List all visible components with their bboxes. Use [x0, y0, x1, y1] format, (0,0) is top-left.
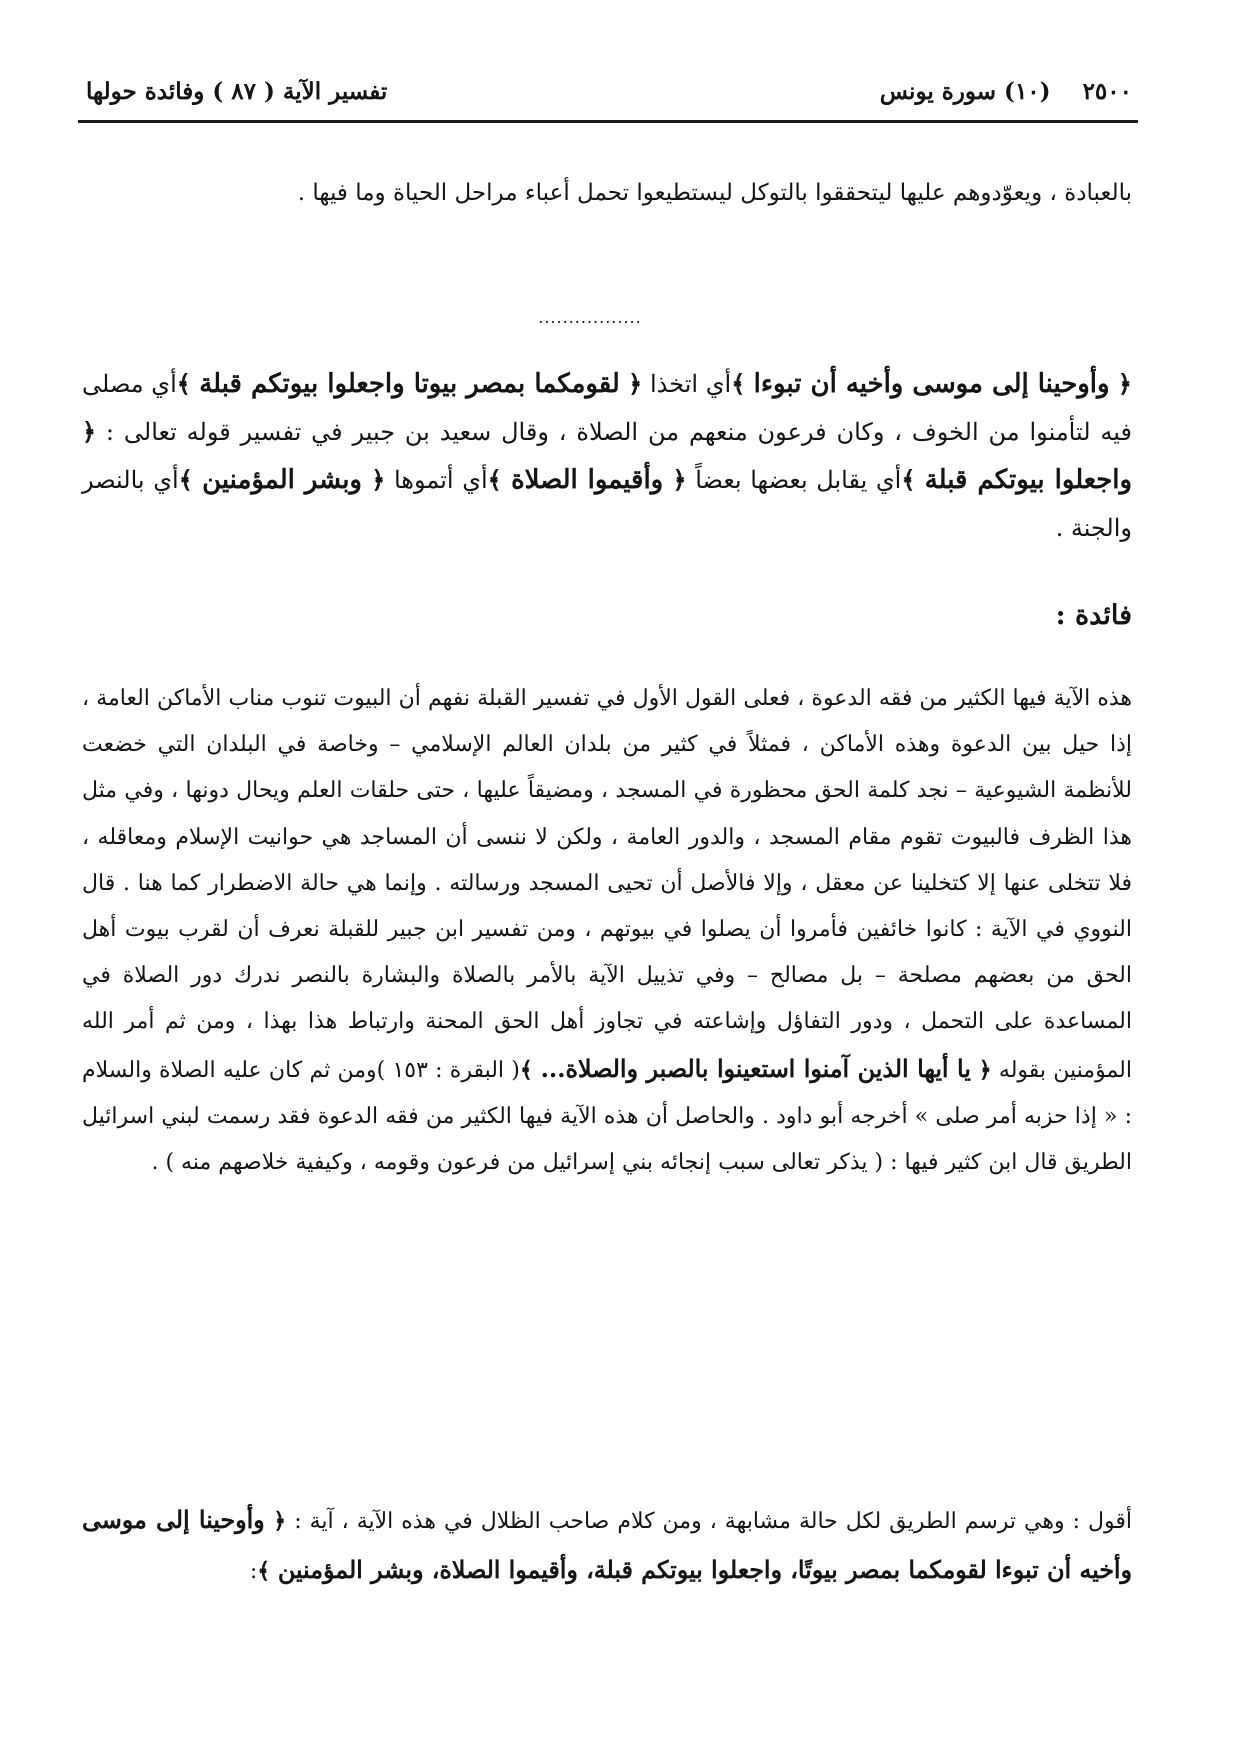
text-run: هذه الآية فيها الكثير من فقه الدعوة ، فعلى القول الأول في تفسير القبلة نفهم أن البيوت تنوب مناب الأماكن العامة ، إذا حيل بين الدعوة وهذه الأماكن ، فمثلاً في كثير من بلدان العالم الإسلامي – وخاصة في البلدان التي خضعت للأنظمة الشيوعية – نجد كلمة الحق محظورة في المسجد ، ومضيقاً عليها ، حتى حلقات العلم ويحال دونها ، وفي مثل هذا الظرف فالبيوت تقوم مقام المسجد ، والدور العامة ، ولكن لا ننسى أن المساجد هي حوانيت الإسلام ومعاقله ، فلا تتخلى عنها إلا كتخلينا عن معقل ، وإلا فالأصل أن تحيى المسجد ورسالته . وإنما هي حالة الاضطرار كما هنا . قال النووي في الآية : كانوا خائفين فأمروا أن يصلوا في بيوتهم ، ومن تفسير ابن جبير للقبلة نعرف أن لقرب بيوت أهل الحق من بعضهم مصلحة – بل مصالح – وفي تذييل الآية بالأمر بالصلاة والبشارة بالنصر ندرك دور الصلاة في المساعدة على التحمل ، ودور التفاؤل وإشاعته في تجاوز أهل الحق المحنة وارتباط هذا بهذا ، ومن ثم أمر الله المؤمنين بقوله	[82, 686, 1132, 1083]
quote-bracket: ﴿	[1109, 369, 1132, 398]
quran-quote: لقومكما بمصر بيوتا واجعلوا بيوتكم قبلة	[199, 369, 620, 399]
benefit-heading: فائدة :	[1055, 600, 1132, 631]
header-rule	[78, 120, 1138, 123]
quote-bracket: ﴿	[663, 465, 687, 494]
header-title: تفسير الآية ( ٨٧ ) وفائدة حولها	[86, 77, 388, 105]
header-left-group	[880, 78, 1132, 105]
quran-quote: واجعلوا بيوتكم قبلة	[924, 465, 1133, 495]
text-run: أي يقابل بعضها بعضاً	[686, 466, 902, 494]
quote-bracket: ﴿	[970, 1056, 992, 1083]
quote-bracket: ﴿	[264, 1508, 287, 1534]
text-run: أي اتخذا	[642, 370, 732, 398]
quote-bracket: ﴾	[176, 369, 200, 398]
tafsir-paragraph	[82, 360, 1132, 552]
quote-bracket: ﴾	[519, 1056, 541, 1083]
quote-bracket: ﴿	[82, 417, 97, 446]
running-header	[86, 70, 1132, 112]
text-run: :	[249, 1559, 258, 1584]
text-run: أي أتموها	[385, 466, 488, 494]
page-number: ٢٥٠٠	[1082, 77, 1132, 105]
quote-bracket: ﴾	[731, 369, 754, 398]
quote-bracket: ﴿	[361, 465, 386, 494]
quran-quote: وأوحينا إلى موسى وأخيه أن تبوءا لقومكما بمصر بيوتًا، واجعلوا بيوتكم قبلة، وأقيموا الصلاة، وبشر المؤمنين	[82, 1506, 1132, 1584]
quote-bracket: ﴾	[901, 465, 925, 494]
surah-label: (١٠) سورة يونس	[879, 77, 1051, 105]
quran-quote: وبشر المؤمنين	[202, 465, 362, 495]
benefit-paragraph	[82, 676, 1132, 1186]
quran-quote: وأقيموا الصلاة	[511, 465, 664, 495]
quote-bracket: ﴾	[487, 465, 512, 494]
closing-paragraph	[82, 1496, 1132, 1596]
quran-quote: يا أيها الذين آمنوا استعينوا بالصبر والصلاة...	[540, 1054, 971, 1083]
text-run: أي بالنصر والجنة .	[82, 466, 1132, 542]
quote-bracket: ﴾	[178, 465, 203, 494]
intro-paragraph: بالعبادة ، ويعوّدوهم عليها ليتحققوا بالتوكل ليستطيعوا تحمل أعباء مراحل الحياة وما فيها .	[297, 180, 1132, 206]
quote-bracket: ﴾	[257, 1558, 278, 1584]
text-run: أي مصلى فيه لتأمنوا من الخوف ، وكان فرعون منعهم من الصلاة ، وقال سعيد بن جبير في تفسير قوله تعالى :	[82, 370, 1132, 446]
section-separator: .................	[538, 308, 642, 327]
text-run: أقول : وهي ترسم الطريق لكل حالة مشابهة ، ومن كلام صاحب الظلال في هذه الآية ، آية :	[286, 1509, 1132, 1534]
quote-bracket: ﴿	[619, 369, 643, 398]
quran-quote: وأوحينا إلى موسى وأخيه أن تبوءا	[753, 369, 1110, 399]
text-run: ( البقرة : ١٥٣ )ومن ثم كان عليه الصلاة والسلام : « إذا حزبه أمر صلى » أخرجه أبو داود . والحاصل أن هذه الآية فيها الكثير من فقه الدعوة فقد رسمت لبني اسرائيل الطريق قال ابن كثير فيها : ( يذكر تعالى سبب إنجائه بني إسرائيل من فرعون وقومه ، وكيفية خلاصهم منه ) .	[82, 1057, 1132, 1176]
